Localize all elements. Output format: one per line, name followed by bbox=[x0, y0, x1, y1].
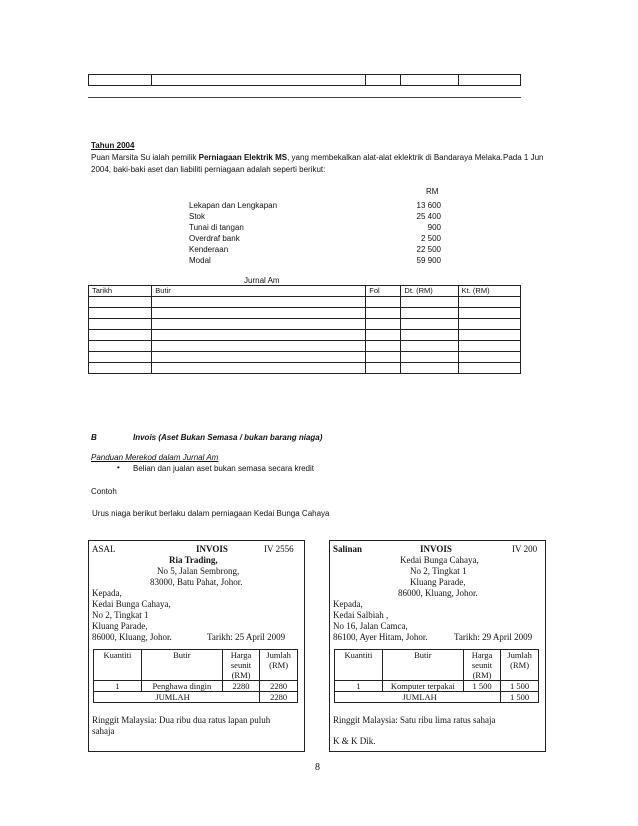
bullet-dot: • bbox=[117, 463, 120, 472]
invoice-number: IV 200 bbox=[512, 544, 538, 554]
contoh-label: Contoh bbox=[91, 487, 117, 496]
table-row: Kuantiti Butir Harga seunit (RM) Jumlah (RM) bbox=[94, 650, 298, 681]
business-name: Perniagaan Elektrik MS bbox=[198, 153, 288, 162]
to-label: Kepada, bbox=[92, 588, 122, 598]
balance-list bbox=[189, 200, 441, 266]
seller-address: No 5, Jalan Sembrong, bbox=[157, 566, 240, 576]
table-row bbox=[89, 341, 521, 352]
col-debit: Dt. (RM) bbox=[401, 286, 458, 297]
invoice-title: INVOIS bbox=[196, 544, 228, 554]
invoice-title: INVOIS bbox=[420, 544, 452, 554]
col-butir: Butir bbox=[152, 286, 366, 297]
col-tarikh: Tarikh bbox=[89, 286, 152, 297]
section-heading-2004: Tahun 2004 bbox=[91, 141, 135, 150]
buyer-address: 86000, Kluang, Johor. bbox=[92, 632, 172, 642]
rm-header: RM bbox=[426, 187, 439, 196]
invoice-date: Tarikh: 25 April 2009 bbox=[207, 632, 286, 642]
table-row: JUMLAH 1 500 bbox=[335, 692, 539, 703]
intro-paragraph bbox=[91, 152, 531, 164]
seller-name: Ria Trading, bbox=[169, 555, 218, 565]
section-b-letter: B bbox=[91, 433, 97, 442]
table-row bbox=[89, 75, 521, 86]
bullet-text: Belian dan jualan aset bukan semasa secara kredit bbox=[133, 464, 314, 473]
table-row: 1 Komputer terpakai 1 500 1 500 bbox=[335, 681, 539, 692]
invoice-tag: ASAL bbox=[92, 544, 116, 554]
buyer-address: No 2, Tingkat 1 bbox=[92, 610, 149, 620]
invoice-items-table bbox=[334, 649, 539, 703]
buyer-address: 86100, Ayer Hitam, Johor. bbox=[333, 632, 428, 642]
to-label: Kepada, bbox=[333, 599, 363, 609]
table-row bbox=[89, 363, 521, 374]
balance-row: Stok 25 400 bbox=[189, 212, 441, 221]
invoice-number: IV 2556 bbox=[264, 544, 294, 554]
balance-row: Lekapan dan Lengkapan 13 600 bbox=[189, 201, 441, 210]
table-row bbox=[89, 308, 521, 319]
journal-table bbox=[88, 285, 521, 374]
invoice-salinan bbox=[329, 540, 546, 752]
top-table-fragment bbox=[88, 74, 521, 86]
balance-row: Modal 59 900 bbox=[189, 256, 441, 265]
col-fol: Fol bbox=[366, 286, 401, 297]
seller-address: No 2, Tingkat 1 bbox=[410, 566, 467, 576]
journal-header-row bbox=[89, 286, 521, 297]
table-row: Kuantiti Butir Harga seunit (RM) Jumlah (RM) bbox=[335, 650, 539, 681]
buyer-address: Kedai Salbiah , bbox=[333, 610, 389, 620]
table-row bbox=[89, 319, 521, 330]
invoice-asal bbox=[88, 540, 305, 752]
table-row bbox=[89, 330, 521, 341]
signature-text: K & K Dik. bbox=[333, 736, 376, 746]
para-text-b: , yang membekalkan alat-alat eklektrik di Bandaraya Melaka. bbox=[287, 153, 503, 162]
example-intro: Urus niaga berikut berlaku dalam perniagaan Kedai Bunga Cahaya bbox=[92, 509, 330, 518]
table-row: 1 Penghawa dingin 2280 2280 bbox=[94, 681, 298, 692]
table-row bbox=[89, 352, 521, 363]
journal-title: Jurnal Am bbox=[244, 276, 280, 285]
balance-row: Overdraf bank 2 500 bbox=[189, 234, 441, 243]
buyer-address: Kedai Bunga Cahaya, bbox=[92, 599, 171, 609]
section-b-title: Invois (Aset Bukan Semasa / bukan barang niaga) bbox=[133, 433, 323, 442]
balance-row: Tunai di tangan 900 bbox=[189, 223, 441, 232]
seller-name: Kedai Bunga Cahaya, bbox=[400, 555, 479, 565]
invoice-date: Tarikh: 29 April 2009 bbox=[454, 632, 533, 642]
seller-address: 83000, Batu Pahat, Johor. bbox=[150, 577, 243, 587]
invoice-tag: Salinan bbox=[333, 544, 363, 554]
page-number: 8 bbox=[315, 762, 320, 773]
col-kredit: Kt. (RM) bbox=[458, 286, 520, 297]
table-row bbox=[89, 297, 521, 308]
guide-heading: Panduan Merekod dalam Jurnal Am bbox=[91, 453, 219, 462]
table-row: JUMLAH 2280 bbox=[94, 692, 298, 703]
para-date: Pada 1 Jun bbox=[503, 153, 544, 162]
para-text-a: Puan Marsita Su ialah pemilik bbox=[91, 153, 199, 162]
buyer-address: No 16, Jalan Camca, bbox=[333, 621, 408, 631]
divider-line bbox=[88, 97, 521, 98]
para-line2: 2004, baki-baki aset dan liabiliti perniagaan adalah seperti berikut: bbox=[91, 165, 326, 174]
balance-row: Kenderaan 22 500 bbox=[189, 245, 441, 254]
invoice-items-table bbox=[93, 649, 298, 703]
amount-in-words: Ringgit Malaysia: Satu ribu lima ratus sahaja bbox=[333, 715, 496, 725]
seller-address: Kluang Parade, bbox=[410, 577, 466, 587]
amount-in-words: Ringgit Malaysia: Dua ribu dua ratus lapan puluh bbox=[92, 715, 271, 725]
seller-address: 86000, Kluang, Johor. bbox=[398, 588, 478, 598]
buyer-address: Kluang Parade, bbox=[92, 621, 148, 631]
amount-in-words: sahaja bbox=[92, 726, 115, 736]
